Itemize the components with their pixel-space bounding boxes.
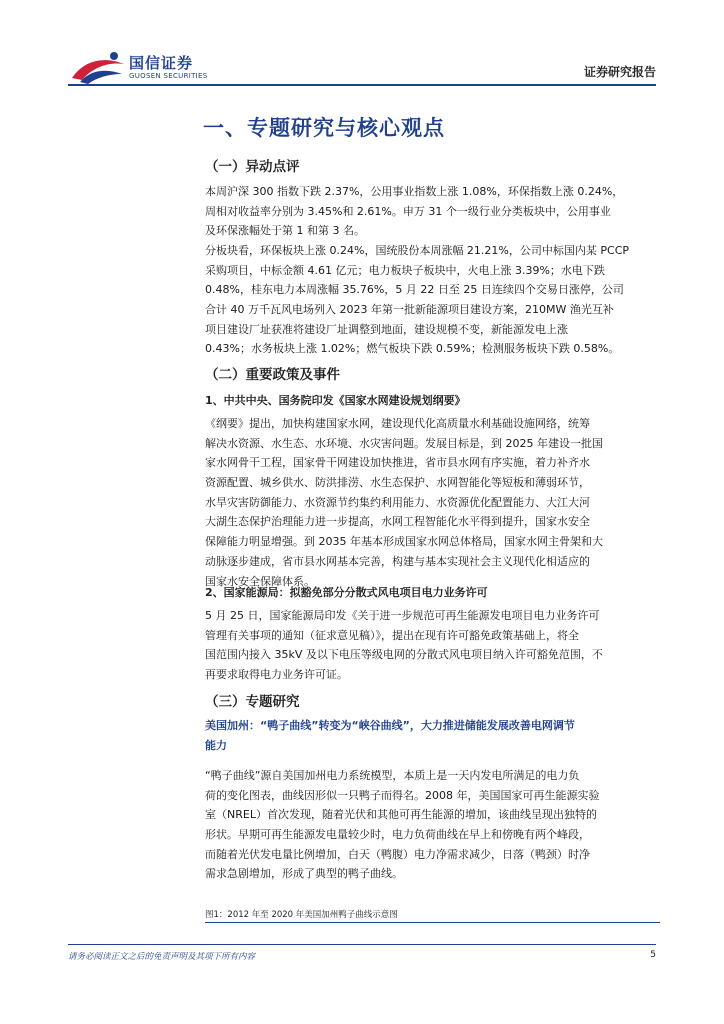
text-line: 荷的变化图表，曲线因形似一只鸭子而得名。2008 年，美国国家可再生能源实验 (205, 788, 600, 802)
text-line: 管理有关事项的通知（征求意见稿）》，提出在现有许可豁免政策基础上，将全 (205, 628, 579, 642)
figure-caption-divider (205, 922, 660, 923)
paragraph-duck-curve (205, 766, 660, 884)
text-line: 能力 (205, 738, 227, 752)
text-line: 而随着光伏发电量比例增加，白天（鸭腹）电力净需求减少，日落（鸭颈）时净 (205, 847, 590, 861)
brand-name-en: GUOSEN SECURITIES (129, 72, 208, 80)
text-line: 解决水资源、水生态、水环境、水灾害问题。发展目标是，到 2025 年建设一批国 (205, 436, 603, 450)
report-type-label: 证券研究报告 (583, 65, 656, 79)
text-line: 再要求取得电力业务许可证。 (205, 668, 348, 682)
section-heading-special-research: （三）专题研究 (205, 694, 300, 710)
text-line: 本周沪深 300 指数下跌 2.37%，公用事业指数上涨 1.08%，环保指数上涨 0.24%， (205, 185, 624, 198)
section-heading-policy-events: （二）重要政策及事件 (205, 367, 340, 383)
footer-divider (68, 944, 656, 945)
text-line: 5 月 25 日，国家能源局印发《关于进一步规范可再生能源发电项目电力业务许可 (205, 609, 600, 622)
text-line: 需求急剧增加，形成了典型的鸭子曲线。 (205, 867, 403, 881)
text-line: 水旱灾害防御能力、水资源节约集约利用能力、水资源优化配置能力、大江大河 (205, 495, 590, 509)
page-title: 一、专题研究与核心观点 (203, 116, 445, 140)
brand-name-cn: 国信证券 (129, 54, 194, 72)
text-line: 资源配置、城乡供水、防洪排涝、水生态保护、水网智能化等短板和薄弱环节， (205, 476, 590, 490)
text-line: 室（NREL）首次发现，随着光伏和其他可再生能源的增加，该曲线呈现出独特的 (205, 808, 597, 822)
text-line: 大湖生态保护治理能力进一步提高，水网工程智能化水平得到提升，国家水安全 (205, 515, 590, 529)
text-line: 动脉逐步建成，省市县水网基本完善，构建与基本实现社会主义现代化相适应的 (205, 554, 590, 568)
text-line: 形状。早期可再生能源发电量较少时，电力负荷曲线在早上和傍晚有两个峰段， (205, 828, 590, 842)
text-line: 家水网骨干工程，国家骨干网建设加快推进，省市县水网有序实施，着力补齐水 (205, 456, 590, 470)
text-line: 0.48%，桂东电力本周涨幅 35.76%，5 月 22 日至 25 日连续四个交易日涨停，公司 (205, 283, 624, 297)
text-line: 及环保涨幅处于第 1 和第 3 名。 (205, 224, 365, 238)
paragraph-market-overview (205, 182, 660, 241)
text-line: 《纲要》提出，加快构建国家水网，建设现代化高质量水利基础设施网络，统筹 (205, 417, 590, 430)
text-line: 分板块看，环保板块上涨 0.24%，国统股份本周涨幅 21.21%，公司中标国内某 PCCP (205, 244, 630, 257)
text-line: 国范围内接入 35kV 及以下电压等级电网的分散式风电项目纳入许可豁免范围，不 (205, 648, 603, 662)
page-number: 5 (650, 950, 656, 960)
text-line: 周相对收益率分别为 3.45%和 2.61%。申万 31 个一级行业分类板块中，公用事业 (205, 204, 611, 218)
paragraph-sector-detail (205, 241, 660, 359)
text-line: 合计 40 万千瓦风电场列入 2023 年第一批新能源项目建设方案，210MW 渔光互补 (205, 303, 614, 317)
text-line: 国家水安全保障体系。 (205, 574, 315, 588)
header-divider (68, 84, 656, 86)
text-line: 0.43%；水务板块上涨 1.02%；燃气板块下跌 0.59%；检测服务板块下跌 0.58%。 (205, 342, 620, 356)
subheading-water-network-plan: 1、中共中央、国务院印发《国家水网建设规划纲要》 (205, 394, 466, 407)
paragraph-water-network-plan (205, 414, 660, 591)
guosen-logo-icon (70, 50, 126, 84)
text-line: “鸭子曲线”源自美国加州电力系统模型，本质上是一天内发电所满足的电力负 (205, 769, 580, 782)
subheading-duck-curve (205, 716, 660, 755)
subheading-wind-license-exemption: 2、国家能源局：拟豁免部分分散式风电项目电力业务许可 (205, 586, 488, 599)
disclaimer-note: 请务必阅读正文之后的免责声明及其项下所有内容 (68, 952, 256, 962)
text-line: 美国加州：“鸭子曲线”转变为“峡谷曲线”，大力推进储能发展改善电网调节 (205, 719, 575, 732)
text-line: 保障能力明显增强。到 2035 年基本形成国家水网总体格局，国家水网主骨架和大 (205, 535, 603, 549)
section-heading-market-moves: （一）异动点评 (205, 159, 300, 175)
figure-caption: 图1：2012 年至 2020 年美国加州鸭子曲线示意图 (205, 910, 398, 920)
text-line: 项目建设厂址获准将建设厂址调整到地面，建设规模不变，新能源发电上涨 (205, 322, 568, 336)
text-line: 采购项目，中标金额 4.61 亿元；电力板块子板块中，火电上涨 3.39%；水电下跌 (205, 263, 605, 277)
paragraph-wind-license-exemption (205, 606, 660, 685)
